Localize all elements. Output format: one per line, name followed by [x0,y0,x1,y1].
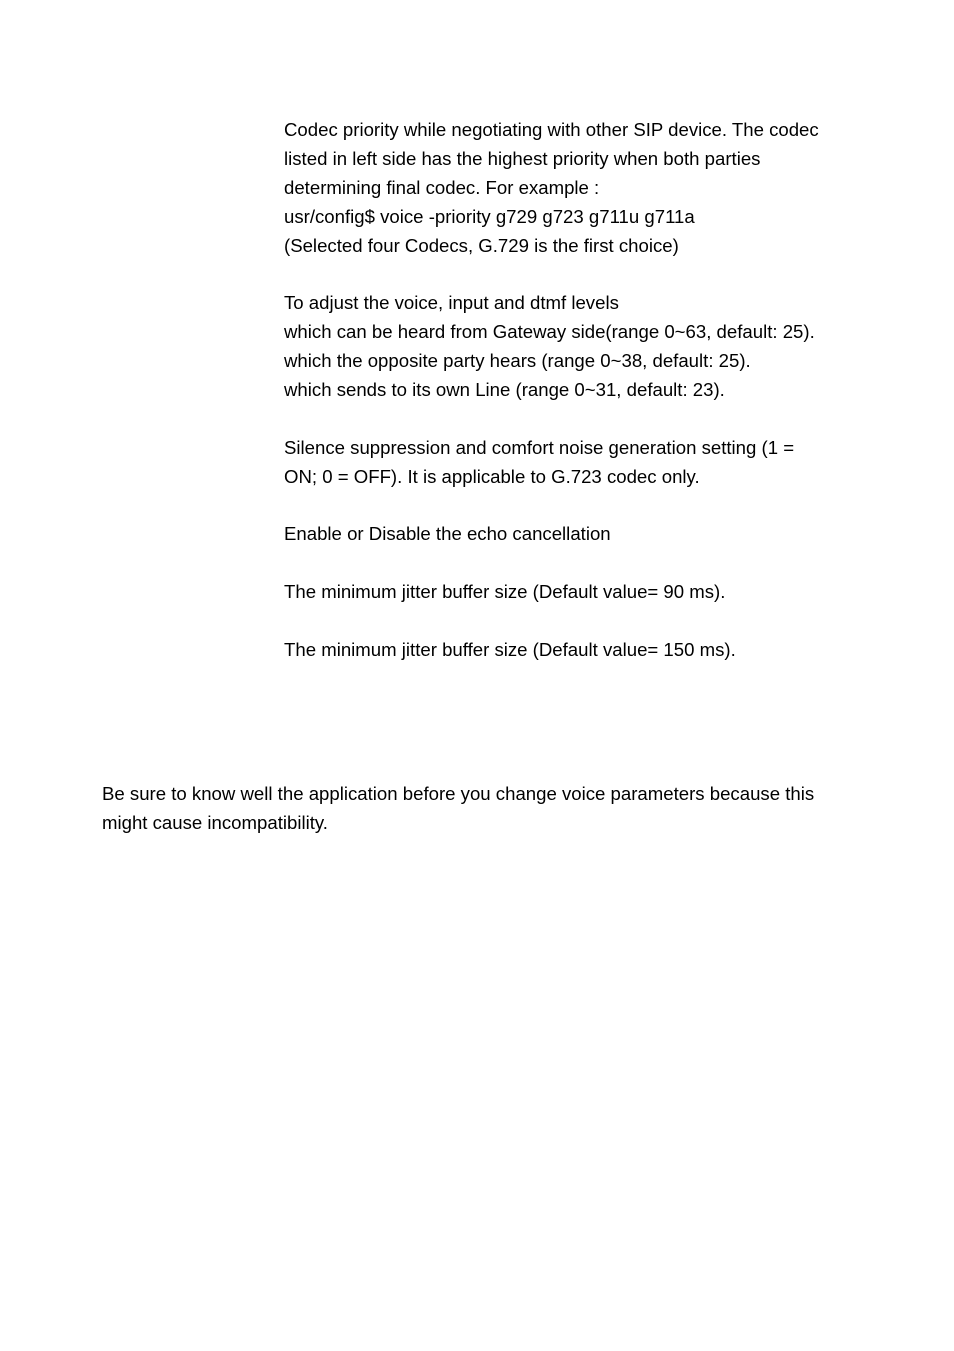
text-line: The minimum jitter buffer size (Default value= 90 ms). [284,581,726,602]
text-line: The minimum jitter buffer size (Default value= 150 ms). [284,639,736,660]
text-line: Enable or Disable the echo cancellation [284,523,611,544]
dtmf-level-line: which sends to its own Line (range 0~31, default: 23). [284,379,725,400]
text-line: ON; 0 = OFF). It is applicable to G.723 codec only. [284,466,700,487]
command-example: usr/config$ voice -priority g729 g723 g711u g711a [284,206,695,227]
input-level-line: which the opposite party hears (range 0~38, default: 25). [284,350,751,371]
text-line: (Selected four Codecs, G.729 is the first choice) [284,235,679,256]
text-line: determining final codec. For example : [284,177,600,198]
voice-level-line: which can be heard from Gateway side(range 0~63, default: 25). [284,321,815,342]
text-line: Codec priority while negotiating with other SIP device. The codec [284,119,819,140]
text-line: To adjust the voice, input and dtmf levels [284,292,619,313]
text-line: Be sure to know well the application before you change voice parameters because this [102,783,815,804]
text-line: Silence suppression and comfort noise generation setting (1 = [284,437,795,458]
text-line: might cause incompatibility. [102,812,328,833]
text-line: listed in left side has the highest priority when both parties [284,148,761,169]
